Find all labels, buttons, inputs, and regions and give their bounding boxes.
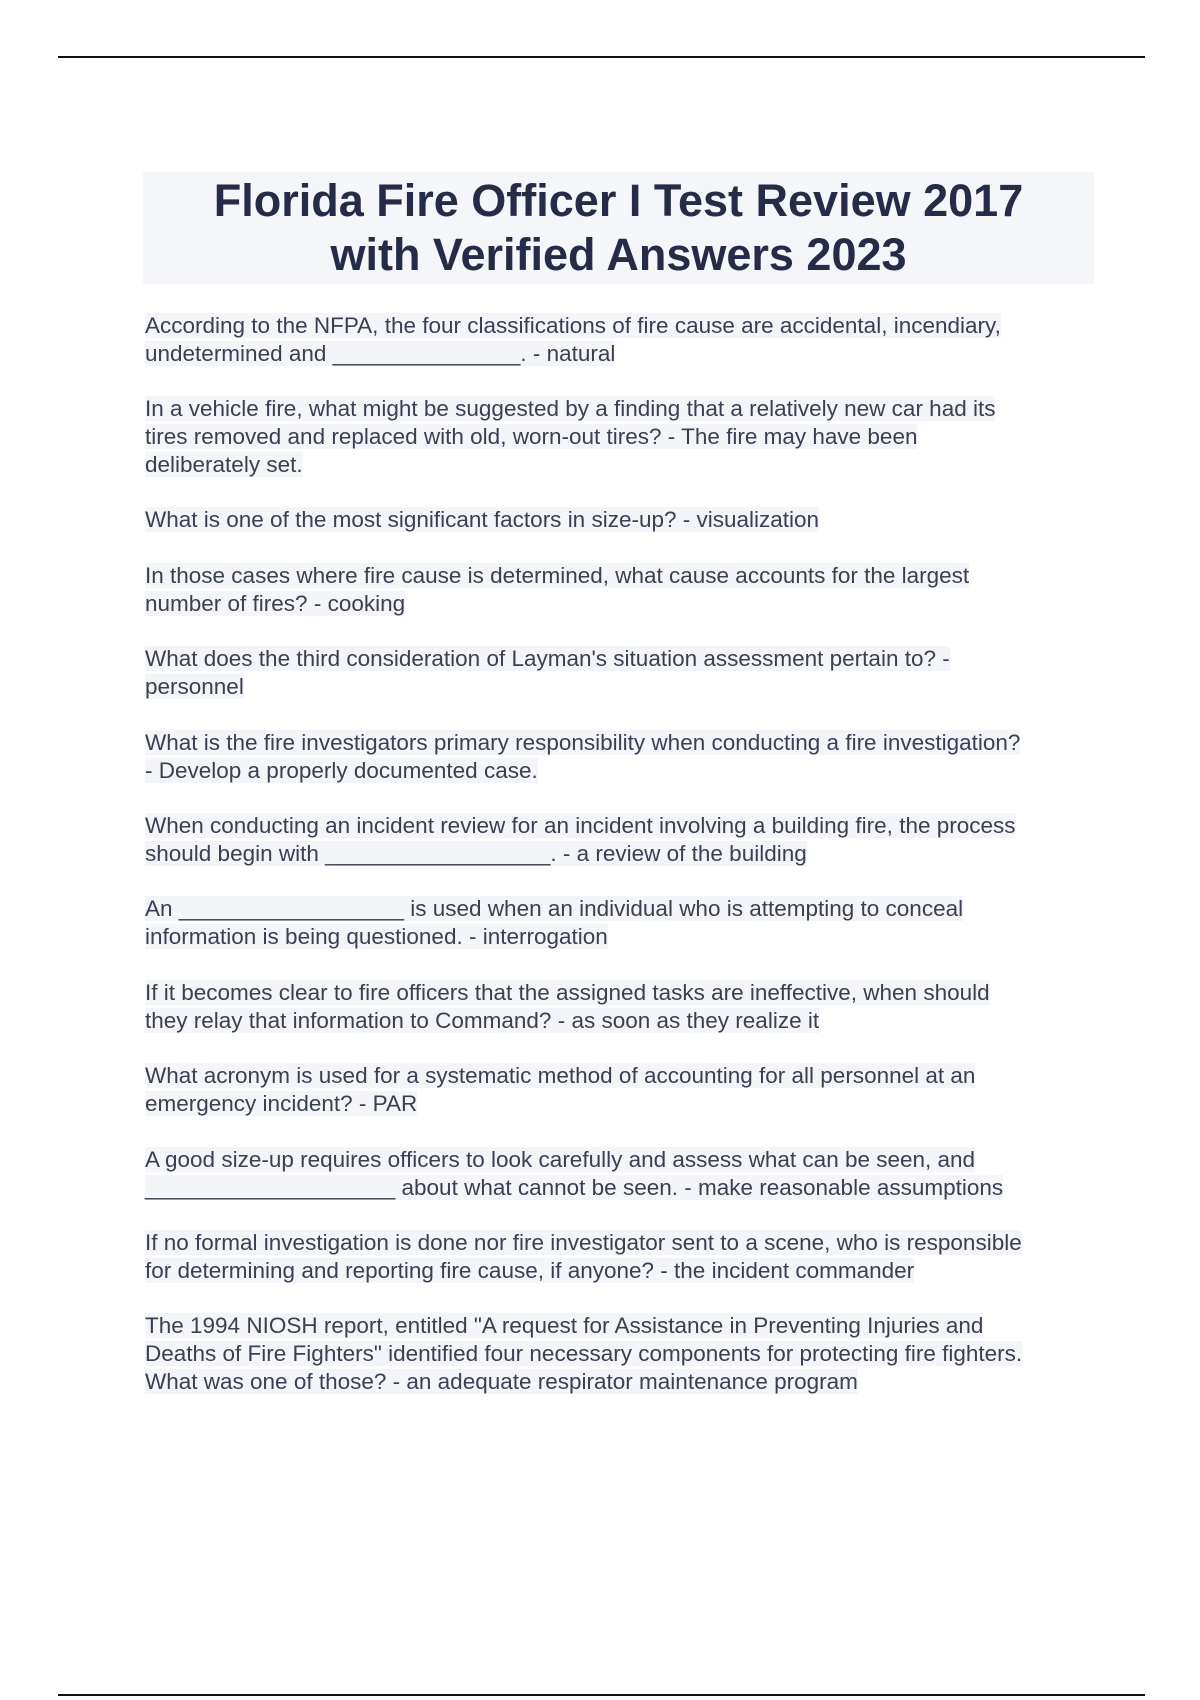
qa-item-5 <box>145 645 1105 701</box>
qa-item-12 <box>145 1229 1105 1285</box>
qa-line: - Develop a properly documented case. <box>145 758 538 783</box>
title-line-1: Florida Fire Officer I Test Review 2017 <box>213 175 1024 226</box>
qa-line: they relay that information to Command? - as soon as they realize it <box>145 1008 820 1033</box>
bottom-rule <box>58 1694 1145 1696</box>
qa-line: What does the third consideration of Layman's situation assessment pertain to? - <box>145 646 950 671</box>
qa-line: The 1994 NIOSH report, entitled "A request for Assistance in Preventing Injuries and <box>145 1313 984 1338</box>
qa-line: If it becomes clear to fire officers that the assigned tasks are ineffective, when should <box>145 980 990 1005</box>
qa-item-3 <box>145 506 1105 534</box>
qa-line: undetermined and _______________. - natural <box>145 341 616 366</box>
qa-line: should begin with __________________. - a review of the building <box>145 841 807 866</box>
qa-line: What is the fire investigators primary responsibility when conducting a fire investigation? <box>145 730 1021 755</box>
qa-line: for determining and reporting fire cause, if anyone? - the incident commander <box>145 1258 915 1283</box>
qa-line: Deaths of Fire Fighters" identified four necessary components for protecting fire fighters. <box>145 1341 1023 1366</box>
top-rule <box>58 56 1145 58</box>
qa-item-10 <box>145 1062 1105 1118</box>
qa-item-13 <box>145 1312 1105 1396</box>
qa-line: In a vehicle fire, what might be suggested by a finding that a relatively new car had its <box>145 396 996 421</box>
qa-item-11 <box>145 1146 1105 1202</box>
qa-line: What was one of those? - an adequate respirator maintenance program <box>145 1369 858 1394</box>
qa-line: When conducting an incident review for an incident involving a building fire, the process <box>145 813 1016 838</box>
qa-item-9 <box>145 979 1105 1035</box>
qa-line: According to the NFPA, the four classifications of fire cause are accidental, incendiary, <box>145 313 1001 338</box>
qa-line: What acronym is used for a systematic method of accounting for all personnel at an <box>145 1063 976 1088</box>
qa-item-4 <box>145 562 1105 618</box>
document-title <box>143 172 1094 284</box>
qa-item-6 <box>145 729 1105 785</box>
qa-line: If no formal investigation is done nor fire investigator sent to a scene, who is responsible <box>145 1230 1022 1255</box>
qa-line: deliberately set. <box>145 452 303 477</box>
qa-line: tires removed and replaced with old, worn-out tires? - The fire may have been <box>145 424 918 449</box>
qa-line: In those cases where fire cause is determined, what cause accounts for the largest <box>145 563 970 588</box>
qa-line: ____________________ about what cannot be seen. - make reasonable assumptions <box>145 1175 1004 1200</box>
qa-line: An __________________ is used when an individual who is attempting to conceal <box>145 896 964 921</box>
qa-line: information is being questioned. - interrogation <box>145 924 608 949</box>
qa-line: number of fires? - cooking <box>145 591 406 616</box>
qa-line: personnel <box>145 674 244 699</box>
qa-line: A good size-up requires officers to look carefully and assess what can be seen, and <box>145 1147 976 1172</box>
qa-item-2 <box>145 395 1105 479</box>
qa-line: emergency incident? - PAR <box>145 1091 418 1116</box>
qa-item-8 <box>145 895 1105 951</box>
title-line-2: with Verified Answers 2023 <box>330 229 907 280</box>
qa-item-7 <box>145 812 1105 868</box>
qa-item-1 <box>145 312 1105 368</box>
qa-line: What is one of the most significant factors in size-up? - visualization <box>145 507 820 532</box>
